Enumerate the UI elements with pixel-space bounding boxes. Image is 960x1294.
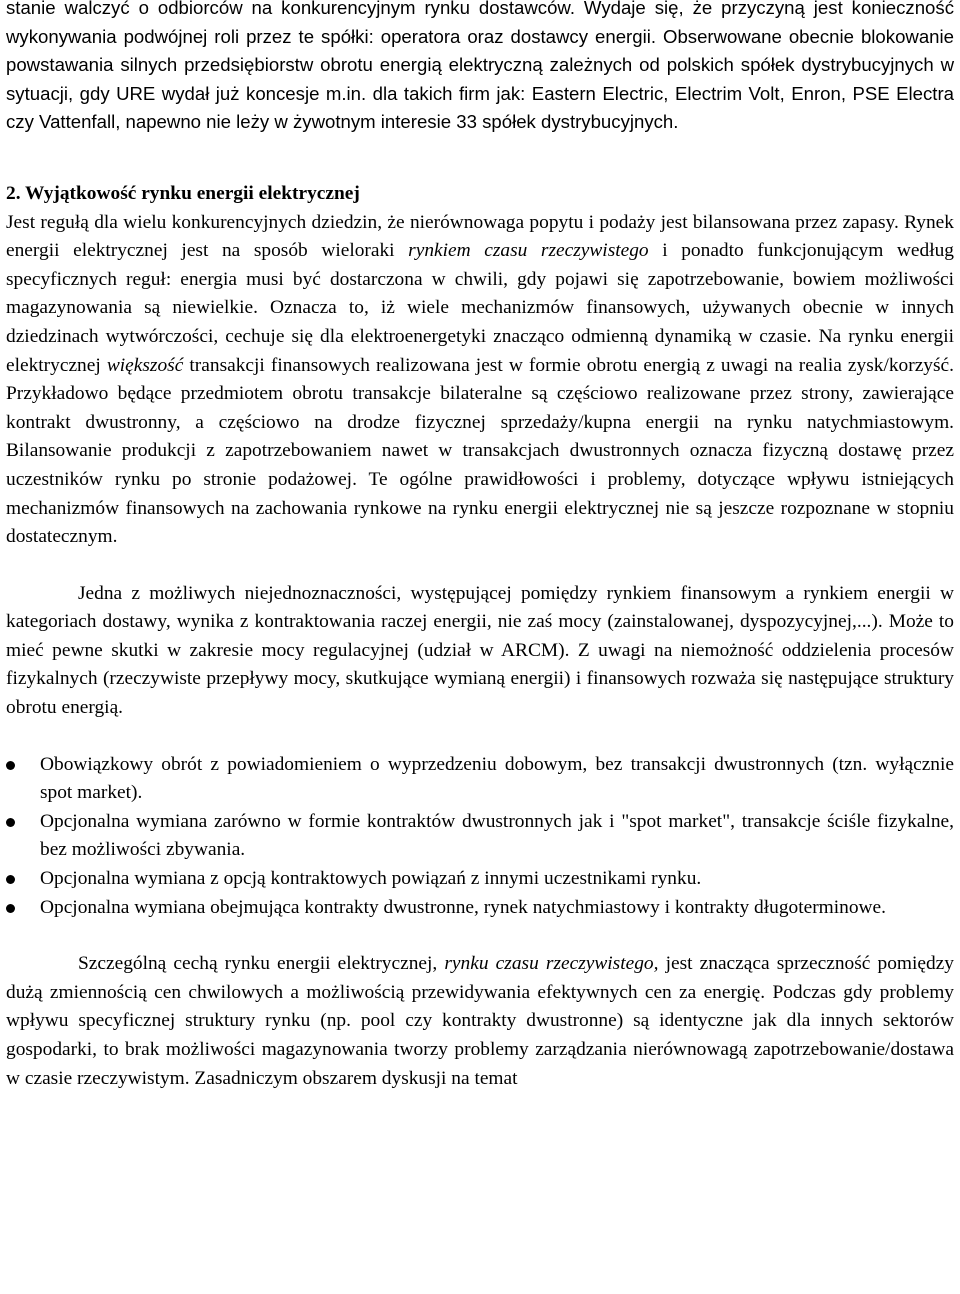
italic-term-real-time-market: rynku czasu rzeczywistego, xyxy=(444,953,659,975)
list-item xyxy=(6,751,954,808)
section-paragraph-2: Jedna z możliwych niejednoznaczności, występującej pomiędzy rynkiem finansowym a rynkiem energii w kategoriach dostawy, wynika z kontraktowania raczej energii, nie zaś mocy (zainstalowanej, dyspozycyjnej,...). Może to mieć pewne skutki w zakresie mocy regulacyjnej (udział w ARCM). Z uwagi na niemożność oddzielenia procesów fizykalnych (rzeczywiste przepływy mocy, skutkujące wymianą energii) i finansowych rozważa się następujące struktury obrotu energią. xyxy=(6,582,954,719)
bullet-icon xyxy=(6,761,15,770)
bullet-list xyxy=(6,751,954,923)
bullet-icon xyxy=(6,904,15,913)
bullet-icon xyxy=(6,818,15,827)
document-page xyxy=(6,0,954,1093)
list-item xyxy=(6,894,954,923)
paragraph-text: Szczególną cechą rynku energii elektrycznej, xyxy=(78,953,445,975)
list-item xyxy=(6,808,954,865)
intro-paragraph: stanie walczyć o odbiorców na konkurencyjnym rynku dostawców. Wydaje się, że przyczyną jest konieczność wykonywania podwójnej roli przez te spółki: operatora oraz dostawcy energii. Obserwowane obecnie blokowanie powstawania silnych przedsiębiorstw obrotu energią elektryczną zależnych od polskich spółek dystrybucyjnych w sytuacji, gdy URE wydał już koncesje m.in. dla takich firm jak: Eastern Electric, Electrim Volt, Enron, PSE Electra czy Vattenfall, napewno nie leży w żywotnym interesie 33 spółek dystrybucyjnych. xyxy=(6,0,954,133)
list-item-text: Opcjonalna wymiana zarówno w formie kontraktów dwustronnych jak i "spot market", transakcje ściśle fizykalne, bez możliwości zbywania. xyxy=(40,810,954,861)
paragraph-text: i ponadto funkcjonującym według specyficznych reguł: energia musi być dostarczona w chwili, gdy pojawi się zapotrzebowanie, bowiem możliwości magazynowania są niewielkie. Oznacza to, iż wiele mechanizmów finansowych, używanych obecnie w innych dziedzinach wytwórczości, cechuje się dla elektroenergetyki znacząco odmienną dynamiką w czasie. Na rynku energii elektrycznej xyxy=(6,240,954,376)
bullet-icon xyxy=(6,875,15,884)
paragraph-text: transakcji finansowych realizowana jest w formie obrotu energią z uwagi na realia zysk/korzyść. Przykładowo będące przedmiotem obrotu transakcje bilateralne są częściowo realizowane przez strony, zawierające kontrakt dwustronny, a częściowo na drodze fizycznej sprzedaży/kupna energii na rynku natychmiastowym. Bilansowanie produkcji z zapotrzebowaniem nawet w transakcjach dwustronnych oznacza fizyczną dostawę przez uczestników rynku po stronie podażowej. Te ogólne prawidłowości i problemy, dotyczące wpływu istniejących mechanizmów finansowych na zachowania rynkowe na rynku energii elektrycznej nie są jeszcze rozpoznane w stopniu dostatecznym. xyxy=(6,354,955,548)
list-item-text: Obowiązkowy obrót z powiadomieniem o wyprzedzeniu dobowym, bez transakcji dwustronnych (tzn. wyłącznie spot market). xyxy=(40,753,954,804)
list-item-text: Opcjonalna wymiana z opcją kontraktowych powiązań z innymi uczestnikami rynku. xyxy=(40,868,702,890)
italic-term-real-time-market: rynkiem czasu rzeczywistego xyxy=(408,240,649,262)
list-item xyxy=(6,865,954,894)
paragraph-text: Jest regułą dla wielu konkurencyjnych dziedzin, że nierównowaga popytu i podaży jest bilansowana przez zapasy. Rynek energii elektrycznej jest na sposób wieloraki xyxy=(6,211,954,262)
italic-term-majority: większość xyxy=(106,354,184,376)
section-paragraph-1 xyxy=(6,209,954,552)
section-heading: 2. Wyjątkowość rynku energii elektrycznej xyxy=(6,182,360,204)
paragraph-text: jest znacząca sprzeczność pomiędzy dużą zmiennością cen chwilowych a możliwością przewidywania efektywnych cen za energię. Podczas gdy problemy wpływu specyficznej struktury rynku (np. pool czy kontrakty dwustronne) są identyczne jak dla innych sektorów gospodarki, to brak możliwości magazynowania tworzy problemy zarządzania nierównowagą zapotrzebowanie/dostawa w czasie rzeczywistym. Zasadniczym obszarem dyskusji na temat xyxy=(6,953,954,1089)
list-item-text: Opcjonalna wymiana obejmująca kontrakty dwustronne, rynek natychmiastowy i kontrakty długoterminowe. xyxy=(40,896,886,918)
section-paragraph-3 xyxy=(6,950,954,1093)
